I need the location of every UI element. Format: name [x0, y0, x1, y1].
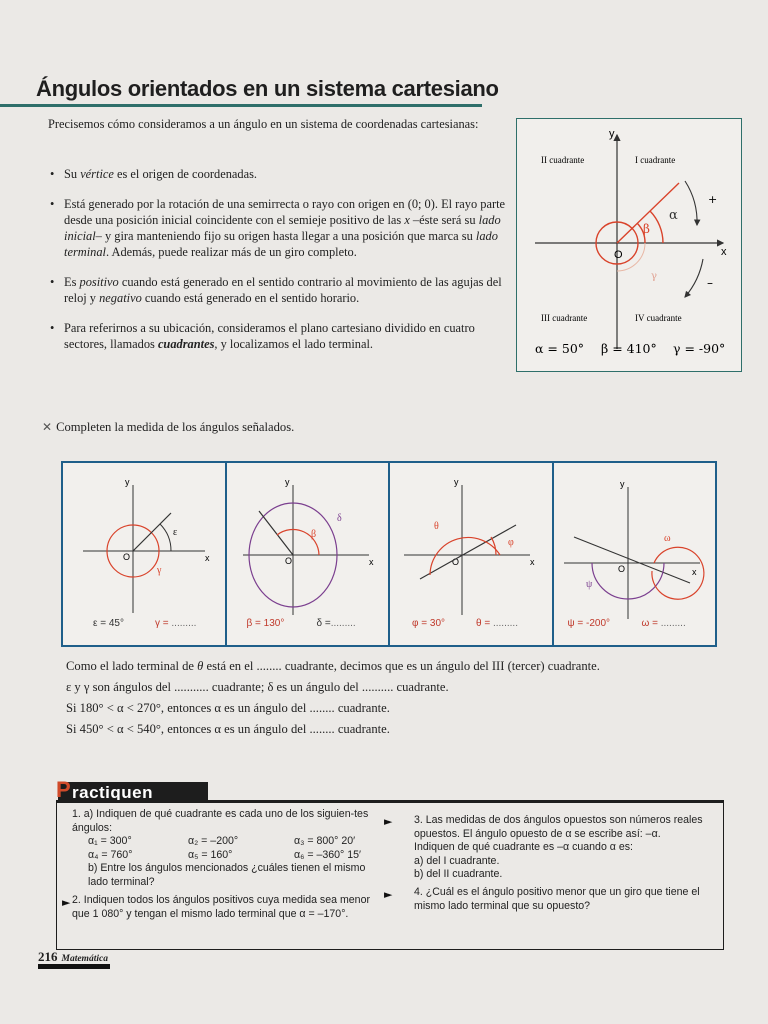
exercise-3: 3. Las medidas de dos ángulos opuestos son números reales opuestos. El ángulo opuesto de α se escribe así: –α. Indiquen de qué cuadrante es –α cuando α es: a) del I cuadrante. b) del II cuadrante. — [414, 814, 703, 880]
svg-text:O: O — [452, 557, 460, 567]
origin-label: O — [614, 249, 623, 261]
arrow-icon: ► — [384, 815, 393, 828]
footer-rule — [38, 964, 110, 969]
angle-panels — [61, 461, 717, 647]
bullet-quadrants: • Para referirnos a su ubicación, consideramos el plano cartesiano dividido en cuatro sectores, llamados cuadrantes, y localizamos el lado terminal. — [48, 320, 510, 352]
quadrant-iv-label: IV cuadrante — [635, 313, 682, 323]
svg-text:y: y — [125, 477, 130, 487]
theta-label: θ — [434, 521, 439, 532]
title-underline — [0, 104, 482, 107]
quadrant-ii-label: II cuadrante — [541, 155, 585, 165]
epsilon-arc — [160, 524, 171, 551]
panel-phi — [390, 463, 554, 645]
psi-value: ψ = -200° — [567, 618, 611, 629]
fill-sentence-3: Si 180° < α < 270°, entonces α es un ángulo del ........ cuadrante. — [66, 701, 390, 715]
beta-value: β = 130° — [246, 618, 285, 629]
svg-text:O: O — [617, 564, 625, 574]
page-title: Ángulos orientados en un sistema cartesiano — [36, 76, 499, 101]
panel-epsilon — [63, 463, 227, 645]
svg-text:x: x — [691, 567, 696, 577]
quadrants-diagram — [517, 119, 741, 371]
beta-label: β — [643, 222, 650, 236]
panel-beta — [227, 463, 391, 645]
svg-text:x: x — [530, 557, 535, 567]
subject-label: Matemática — [61, 954, 108, 964]
svg-text:O: O — [284, 556, 292, 566]
y-label: y — [609, 128, 615, 140]
theta-blank: θ = ......... — [476, 618, 518, 629]
bullet-rotation: • Está generado por la rotación de una semirrecta o rayo con origen en (0; 0). El rayo parte desde una posición inicial coincidente con el semieje positivo de las x –éste será su lado inicial– y gira manteniendo fijo su origen hasta llegar a una posición que marca su lado terminal. Además, puede realizar más de un giro completo. — [48, 196, 510, 260]
minus-sign: – — [707, 276, 713, 290]
task-instruction: ✕ Completen la medida de los ángulos señalados. — [42, 420, 295, 434]
exercise-1: 1. a) Indiquen de qué cuadrante es cada uno de los siguien-tes ángulos: α₁ = 300° α₂ = –200° α₃ = 800° 20′ α₄ = 760° α₅ = 160° α₆ = –360° 15′ b) Entre los ángulos mencionados ¿cuáles tienen el mismo lado terminal? — [72, 808, 382, 889]
check-mark-icon: ✕ — [42, 420, 53, 434]
omega-label: ω — [663, 533, 671, 544]
negative-rotation-arrow — [685, 259, 703, 297]
alpha-arc — [650, 211, 663, 243]
epsilon-value: ε = 45° — [93, 618, 124, 629]
gamma-blank: γ = ......... — [155, 618, 197, 629]
omega-blank: ω = ......... — [641, 618, 686, 629]
intro-paragraph: Precisemos cómo consideramos a un ángulo en un sistema de coordenadas cartesianas: — [48, 117, 479, 131]
exercise-2: 2. Indiquen todos los ángulos positivos cuya medida sea menor que 1 080° y tengan el mismo lado terminal que α = –170°. — [72, 894, 370, 920]
angle-list: α₁ = 300° α₂ = –200° α₃ = 800° 20′ α₄ = 760° α₅ = 160° α₆ = –360° 15′ — [88, 835, 361, 861]
exercise-4: 4. ¿Cuál es el ángulo positivo menor que un giro que tiene el mismo lado terminal que su opuesto? — [414, 886, 700, 912]
fill-sentence-1: Como el lado terminal de θ está en el ........ cuadrante, decimos que es un ángulo del III (tercer) cuadrante. — [66, 659, 600, 673]
alpha-label: α — [669, 208, 678, 223]
svg-text:y: y — [619, 479, 624, 489]
beta-label: β — [310, 529, 316, 540]
svg-text:x: x — [205, 553, 210, 563]
fill-sentence-2: ε y γ son ángulos del ........... cuadrante; δ es un ángulo del .......... cuadrante. — [66, 680, 449, 694]
svg-text:y: y — [284, 477, 289, 487]
quadrant-iii-label: III cuadrante — [541, 313, 588, 323]
positive-rotation-arrow — [685, 181, 697, 225]
svg-text:O: O — [123, 552, 131, 562]
delta-label: δ — [336, 513, 342, 524]
terminal-ray — [133, 513, 171, 551]
page-number: 216 — [38, 949, 58, 964]
terminal-line — [574, 537, 690, 583]
terminal-ray — [259, 511, 293, 555]
quadrants-figure — [516, 118, 742, 372]
delta-blank: δ =......... — [316, 618, 356, 629]
plus-sign: + — [708, 193, 718, 206]
definition-list — [48, 166, 510, 366]
gamma-label: γ — [157, 565, 162, 576]
beta-value: β = 410° — [601, 341, 657, 356]
theta-arc — [430, 537, 500, 575]
bullet-sign: • Es positivo cuando está generado en el sentido contrario al movimiento de las agujas del reloj y negativo cuando está generado en el sentido horario. — [48, 274, 510, 306]
psi-label: ψ — [585, 579, 592, 590]
x-label: x — [721, 246, 727, 258]
gamma-label: γ — [651, 271, 657, 282]
fill-in-sentences — [66, 656, 726, 740]
arrow-icon: ► — [384, 888, 393, 901]
epsilon-label: ε — [173, 527, 178, 538]
alpha-value: α = 50° — [535, 341, 585, 356]
phi-label: φ — [508, 537, 514, 548]
panel-psi — [554, 463, 716, 645]
practiquen-title: ractiquen — [72, 783, 154, 802]
phi-value: φ = 30° — [412, 618, 446, 629]
bullet-vertex: • Su vértice es el origen de coordenadas. — [48, 166, 510, 182]
practiquen-initial: P — [56, 777, 71, 802]
arrow-icon: ► — [62, 896, 71, 909]
terminal-line — [420, 525, 516, 579]
gamma-value: γ = -90° — [673, 341, 726, 356]
quadrant-i-label: I cuadrante — [635, 155, 676, 165]
svg-text:y: y — [454, 477, 459, 487]
svg-text:x: x — [368, 557, 373, 567]
fill-sentence-4: Si 450° < α < 540°, entonces α es un ángulo del ........ cuadrante. — [66, 722, 390, 736]
